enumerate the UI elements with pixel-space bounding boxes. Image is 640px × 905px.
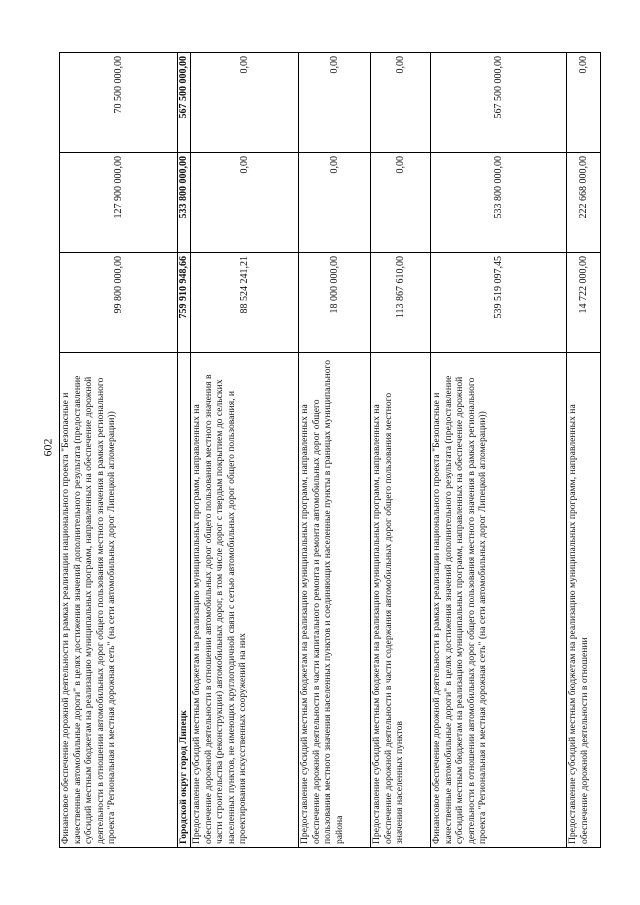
row-value-2: 533 800 000,00 bbox=[431, 153, 567, 253]
row-value-3: 0,00 bbox=[299, 53, 371, 153]
budget-table bbox=[59, 52, 601, 848]
row-value-3: 70 500 000,00 bbox=[60, 53, 178, 153]
row-value-3: 567 500 000,00 bbox=[178, 53, 191, 153]
table-row bbox=[567, 53, 601, 848]
row-value-2: 0,00 bbox=[299, 153, 371, 253]
row-description: Предоставление субсидий местным бюджетам на реализацию муниципальных программ, направленных на обеспечение дорожной деятельности в отношении автомобильных дорог общего пользования местного значения в части строительства (реконструкции) автомобильных дорог, в том числе дорог с твердым покрытием до сельских населенных пунктов, не имеющих круглогодичной связи с сетью автомобильных дорог общего пользования, и проектирования искусственных сооружений на них bbox=[191, 353, 299, 848]
table-row-total bbox=[178, 53, 191, 848]
rotated-page-content bbox=[59, 53, 600, 848]
row-value-3: 0,00 bbox=[191, 53, 299, 153]
row-value-2: 0,00 bbox=[371, 153, 431, 253]
row-description: Предоставление субсидий местным бюджетам на реализацию муниципальных программ, направленных на обеспечение дорожной деятельности в части содержания автомобильных дорог общего пользования местного значения населенных пунктов bbox=[371, 353, 431, 848]
table-row bbox=[60, 53, 178, 848]
row-description: Городской округ город Липецк bbox=[178, 353, 191, 848]
row-value-2: 127 900 000,00 bbox=[60, 153, 178, 253]
row-value-1: 539 519 097,45 bbox=[431, 253, 567, 353]
table-row bbox=[299, 53, 371, 848]
row-value-1: 18 000 000,00 bbox=[299, 253, 371, 353]
row-value-1: 14 722 000,00 bbox=[567, 253, 601, 353]
table-row bbox=[191, 53, 299, 848]
row-description: Финансовое обеспечение дорожной деятельности в рамках реализации национального проекта "Безопасные и качественные автомобильные дороги" в целях достижения значений дополнительного результата (предоставление субсидий местным бюджетам на реализацию муниципальных программ, направленных на обеспечение дорожной деятельности в отношении автомобильных дорог общего пользования местного значения в рамках регионального проекта "Региональная и местная дорожная сеть" (на сети автомобильных дорог Липецкой агломерации)) bbox=[60, 353, 178, 848]
row-value-1: 99 800 000,00 bbox=[60, 253, 178, 353]
row-value-3: 567 500 000,00 bbox=[431, 53, 567, 153]
row-value-3: 0,00 bbox=[567, 53, 601, 153]
row-description: Предоставление субсидий местным бюджетам на реализацию муниципальных программ, направленных на обеспечение дорожной деятельности в отношении bbox=[567, 353, 601, 848]
table-row bbox=[431, 53, 567, 848]
row-value-1: 88 524 241,21 bbox=[191, 253, 299, 353]
table-row bbox=[371, 53, 431, 848]
row-value-2: 533 800 000,00 bbox=[178, 153, 191, 253]
row-value-2: 0,00 bbox=[191, 153, 299, 253]
row-description: Предоставление субсидий местным бюджетам на реализацию муниципальных программ, направленных на обеспечение дорожной деятельности в части капитального ремонта и ремонта автомобильных дорог общего пользования местного значения населенных пунктов и соединяющих населенные пункты в границах муниципального района bbox=[299, 353, 371, 848]
row-value-1: 113 867 610,00 bbox=[371, 253, 431, 353]
row-description: Финансовое обеспечение дорожной деятельности в рамках реализации национального проекта "Безопасные и качественные автомобильные дороги" в целях достижения значений дополнительного результата (предоставление субсидий местным бюджетам на реализацию муниципальных программ, направленных на обеспечение дорожной деятельности в отношении автомобильных дорог общего пользования местного значения в рамках регионального проекта "Региональная и местная дорожная сеть" (на сети автомобильных дорог Липецкой агломерации)) bbox=[431, 353, 567, 848]
row-value-2: 222 668 000,00 bbox=[567, 153, 601, 253]
row-value-1: 759 910 948,66 bbox=[178, 253, 191, 353]
page-number: 602 bbox=[40, 438, 55, 457]
row-value-3: 0,00 bbox=[371, 53, 431, 153]
